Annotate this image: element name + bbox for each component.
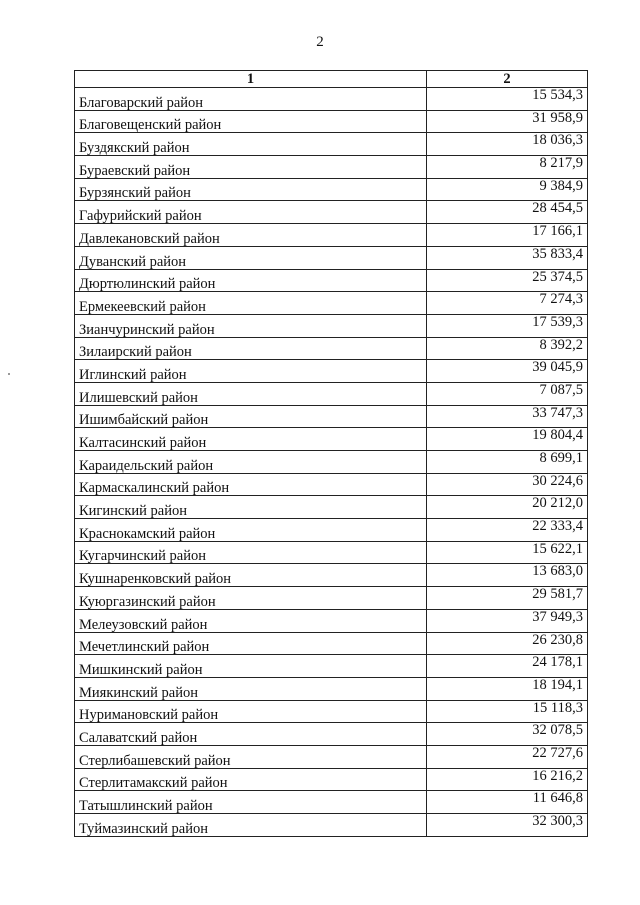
district-value: 24 178,1 — [427, 655, 588, 678]
district-name: Калтасинский район — [75, 428, 427, 451]
table-row — [75, 541, 588, 564]
district-name: Кугарчинский район — [75, 541, 427, 564]
district-value: 8 217,9 — [427, 156, 588, 179]
district-name: Миякинский район — [75, 677, 427, 700]
district-value: 30 224,6 — [427, 473, 588, 496]
district-name: Ермекеевский район — [75, 292, 427, 315]
table-row — [75, 178, 588, 201]
district-value: 8 699,1 — [427, 451, 588, 474]
table-row — [75, 382, 588, 405]
district-value: 11 646,8 — [427, 791, 588, 814]
district-value: 35 833,4 — [427, 246, 588, 269]
district-value: 9 384,9 — [427, 178, 588, 201]
district-name: Ишимбайский район — [75, 405, 427, 428]
district-name: Салаватский район — [75, 723, 427, 746]
district-value: 20 212,0 — [427, 496, 588, 519]
table-row — [75, 451, 588, 474]
district-name: Бурзянский район — [75, 178, 427, 201]
district-value: 17 166,1 — [427, 224, 588, 247]
district-name: Мелеузовский район — [75, 609, 427, 632]
district-name: Кармаскалинский район — [75, 473, 427, 496]
column-header-2: 2 — [427, 71, 588, 88]
district-name: Зианчуринский район — [75, 314, 427, 337]
table-row — [75, 609, 588, 632]
district-name: Мечетлинский район — [75, 632, 427, 655]
district-name: Давлекановский район — [75, 224, 427, 247]
district-value: 31 958,9 — [427, 110, 588, 133]
district-value: 29 581,7 — [427, 587, 588, 610]
district-value: 7 087,5 — [427, 382, 588, 405]
district-value: 39 045,9 — [427, 360, 588, 383]
table-row — [75, 360, 588, 383]
district-name: Бураевский район — [75, 156, 427, 179]
district-name: Туймазинский район — [75, 814, 427, 837]
district-name: Дуванский район — [75, 246, 427, 269]
district-value: 15 534,3 — [427, 88, 588, 111]
table-row — [75, 110, 588, 133]
district-value: 33 747,3 — [427, 405, 588, 428]
district-name: Илишевский район — [75, 382, 427, 405]
district-value: 17 539,3 — [427, 314, 588, 337]
table-row — [75, 473, 588, 496]
table-row — [75, 677, 588, 700]
district-name: Гафурийский район — [75, 201, 427, 224]
district-name: Благовещенский район — [75, 110, 427, 133]
table-row — [75, 337, 588, 360]
table-row — [75, 768, 588, 791]
district-value: 28 454,5 — [427, 201, 588, 224]
table-row — [75, 791, 588, 814]
district-name: Благоварский район — [75, 88, 427, 111]
page-number: 2 — [316, 34, 324, 50]
district-value: 32 300,3 — [427, 814, 588, 837]
district-value: 37 949,3 — [427, 609, 588, 632]
table-row — [75, 269, 588, 292]
table-row — [75, 519, 588, 542]
district-name: Зилаирский район — [75, 337, 427, 360]
table-header-row — [75, 71, 588, 88]
district-name: Буздякский район — [75, 133, 427, 156]
table-row — [75, 632, 588, 655]
district-value: 22 727,6 — [427, 745, 588, 768]
table-row — [75, 133, 588, 156]
district-name: Караидельский район — [75, 451, 427, 474]
district-value: 26 230,8 — [427, 632, 588, 655]
table-row — [75, 224, 588, 247]
table-row — [75, 587, 588, 610]
district-value: 18 194,1 — [427, 677, 588, 700]
district-name: Куюргазинский район — [75, 587, 427, 610]
district-name: Кигинский район — [75, 496, 427, 519]
district-name: Нуримановский район — [75, 700, 427, 723]
district-value: 19 804,4 — [427, 428, 588, 451]
district-name: Дюртюлинский район — [75, 269, 427, 292]
district-value: 22 333,4 — [427, 519, 588, 542]
table-row — [75, 246, 588, 269]
table-row — [75, 564, 588, 587]
column-header-1: 1 — [75, 71, 427, 88]
table-row — [75, 88, 588, 111]
scan-speck — [8, 373, 10, 375]
district-value: 32 078,5 — [427, 723, 588, 746]
table-body — [75, 88, 588, 837]
district-value: 8 392,2 — [427, 337, 588, 360]
table-row — [75, 496, 588, 519]
district-name: Татышлинский район — [75, 791, 427, 814]
district-value: 25 374,5 — [427, 269, 588, 292]
table-row — [75, 814, 588, 837]
table-row — [75, 405, 588, 428]
district-name: Иглинский район — [75, 360, 427, 383]
district-value: 7 274,3 — [427, 292, 588, 315]
district-name: Мишкинский район — [75, 655, 427, 678]
table-row — [75, 292, 588, 315]
district-value: 15 118,3 — [427, 700, 588, 723]
district-value: 18 036,3 — [427, 133, 588, 156]
table-row — [75, 723, 588, 746]
table-row — [75, 700, 588, 723]
table-row — [75, 745, 588, 768]
district-value: 15 622,1 — [427, 541, 588, 564]
table-row — [75, 314, 588, 337]
district-name: Краснокамский район — [75, 519, 427, 542]
districts-table — [74, 70, 588, 837]
table-row — [75, 655, 588, 678]
table-row — [75, 428, 588, 451]
district-name: Стерлитамакский район — [75, 768, 427, 791]
table-row — [75, 156, 588, 179]
district-value: 13 683,0 — [427, 564, 588, 587]
table-row — [75, 201, 588, 224]
district-name: Стерлибашевский район — [75, 745, 427, 768]
district-value: 16 216,2 — [427, 768, 588, 791]
district-name: Кушнаренковский район — [75, 564, 427, 587]
